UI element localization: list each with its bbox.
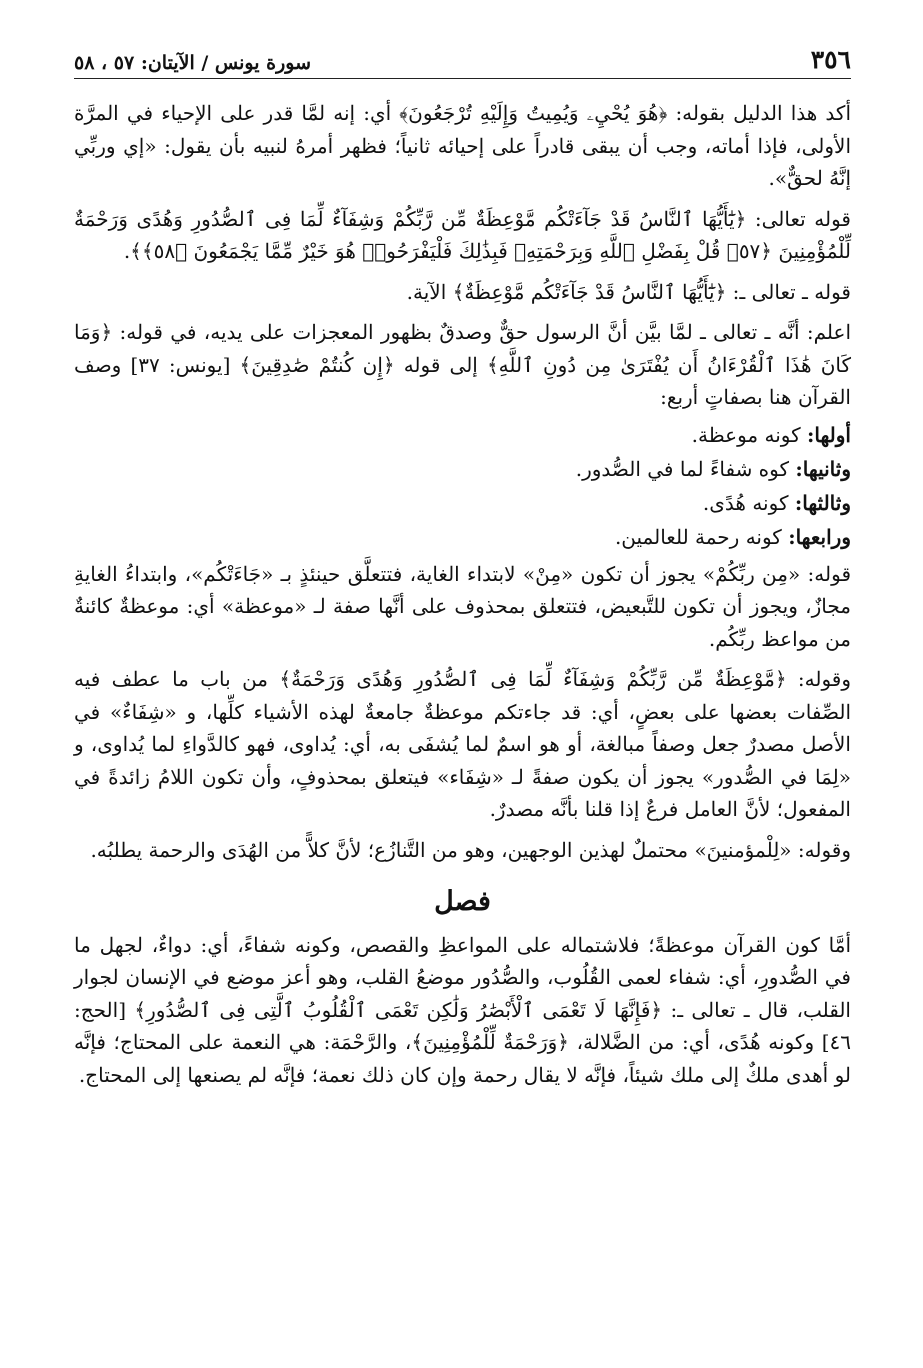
body-text xyxy=(74,97,851,1091)
section-heading: فصل xyxy=(434,886,491,917)
paragraph: قوله: «مِن ربِّكُمْ» يجوز أن تكون «مِنْ» لابتداء الغاية، فتتعلَّق حينئذٍ بـ «جَاءَتْكُم»، وابتداءُ الغايةِ مجازٌ، ويجوز أن تكون للتَّبعيض، فتتعلق بمحذوف على أنَّها صفة لـ «موعظة» أي: موعظةٌ كائنةٌ من مواعظ ربِّكُم. xyxy=(74,561,851,651)
page-number: ٣٥٦ xyxy=(810,45,851,74)
running-title: سورة يونس / الآيتان: ٥٧ ، ٥٨ xyxy=(74,52,311,74)
paragraph: أكد هذا الدليل بقوله: ﴿هُوَ يُحْيِۦ وَيُمِيتُ وَإِلَيْهِ تُرْجَعُونَ﴾ أي: إنه لمَّا قدر على الإحياء في المرَّة الأولى، فإذا أماته، وجب أن يبقى قادراً على إحيائه ثانياً؛ فظهر أمرهُ لنبيه بأن يقول: «إي وربِّي إنَّهُ لحقٌّ». xyxy=(74,101,851,190)
list-item xyxy=(74,486,851,520)
item-text: كوه شفاءً لما في الصُّدور. xyxy=(575,456,790,481)
paragraph: وقوله: «لِلْمؤمنينَ» محتملٌ لهذين الوجهين، وهو من التَّنازُع؛ لأنَّ كلاًّ من الهُدَى والرحمة يطلبُه. xyxy=(90,837,851,862)
list xyxy=(74,418,851,554)
paragraph: قوله تعالى: ﴿يَٰٓأَيُّهَا ٱلنَّاسُ قَدْ جَآءَتْكُم مَّوْعِظَةٌ مِّن رَّبِّكُمْ وَشِفَآءٌ لِّمَا فِى ٱلصُّدُورِ وَهُدًى وَرَحْمَةٌ لِّلْمُؤْمِنِينَ ﴿٥٧﴾ قُلْ بِفَضْلِ ٱللَّهِ وَبِرَحْمَتِهِۦ فَبِذَٰلِكَ فَلْيَفْرَحُوا۟ هُوَ خَيْرٌ مِّمَّا يَجْمَعُونَ ﴿٥٨﴾﴾. xyxy=(74,206,851,263)
item-text: كونه رحمة للعالمين. xyxy=(614,524,782,549)
item-label: ورابعها: xyxy=(788,524,851,549)
paragraph: قوله ـ تعالى ـ: ﴿يَٰٓأَيُّهَا ٱلنَّاسُ قَدْ جَآءَتْكُم مَّوْعِظَةٌ﴾ الآية. xyxy=(406,279,851,304)
item-label: أولها: xyxy=(806,422,851,447)
paragraph: وقوله: ﴿مَّوْعِظَةٌ مِّن رَّبِّكُمْ وَشِفَآءٌ لِّمَا فِى ٱلصُّدُورِ وَهُدًى وَرَحْمَةٌ﴾ من باب ما عطف فيه الصِّفات بعضها على بعضٍ، أي: قد جاءتكم موعظةٌ جامعةٌ لهذه الأشياء كلِّها، و «شِفَاءٌ» في الأصل مصدرٌ جعل وصفاً مبالغة، أو هو اسمٌ لما يُشفَى به، أي: يُداوى، فهو كالدَّواءِ لما يُداوى، و «لِمَا في الصُّدور» يجوز أن يكون صفةً لـ «شِفَاء» فيتعلق بمحذوفٍ، وأن تكون اللامُ زائدةً في المفعول؛ لأنَّ العامل فرعٌ إذا قلنا بأنَّه مصدرٌ. xyxy=(74,667,851,821)
list-item xyxy=(74,418,851,452)
list-item xyxy=(74,520,851,554)
page-header xyxy=(74,40,851,79)
item-label: وثانيها: xyxy=(795,456,851,481)
list-item xyxy=(74,452,851,486)
item-text: كونه هُدًى. xyxy=(702,490,789,515)
paragraph: اعلم: أنَّه ـ تعالى ـ لمَّا بيَّن أنَّ الرسول حقٌّ وصدقٌ بظهور المعجزات على يديه، في قوله: ﴿وَمَا كَانَ هَٰذَا ٱلْقُرْءَانُ أَن يُفْتَرَىٰ مِن دُونِ ٱللَّهِ﴾ إلى قوله ﴿إِن كُنتُمْ صَٰدِقِينَ﴾ [يونس: ٣٧] وصف القرآن هنا بصفاتٍ أربع: xyxy=(74,320,851,409)
paragraph: أمَّا كون القرآن موعظةً؛ فلاشتماله على المواعظِ والقصص، وكونه شفاءً، أي: دواءٌ، لجهل ما في الصُّدورِ، أي: شفاء لعمى القُلُوب، والصُّدُور موضعُ القلب، وهو أعز موضع في الإنسان لجوار القلب، قال ـ تعالى ـ: ﴿فَإِنَّهَا لَا تَعْمَى ٱلْأَبْصَٰرُ وَلَٰكِن تَعْمَى ٱلْقُلُوبُ ٱلَّتِى فِى ٱلصُّدُورِ﴾ [الحج: ٤٦] وكونه هُدًى، أي: من الضَّلالة، ﴿وَرَحْمَةٌ لِّلْمُؤْمِنِينَ﴾، والرَّحْمَة: هي النعمة على المحتاج؛ فإنَّه لو أهدى ملكٌ إلى ملك شيئاً، فإنَّه لا يقال رحمة وإن كان ذلك نعمة؛ فإنَّه لم يصنعها إلى المحتاج. xyxy=(74,932,851,1087)
item-label: وثالثها: xyxy=(794,490,851,515)
item-text: كونه موعظة. xyxy=(691,422,801,447)
